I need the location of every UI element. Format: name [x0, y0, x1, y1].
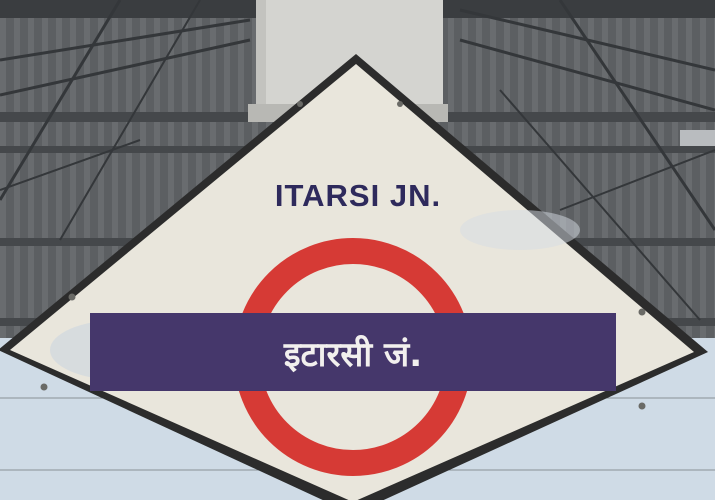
- station-name-hindi: इटारसी जं.: [283, 335, 423, 375]
- station-name-english: ITARSI JN.: [274, 178, 442, 213]
